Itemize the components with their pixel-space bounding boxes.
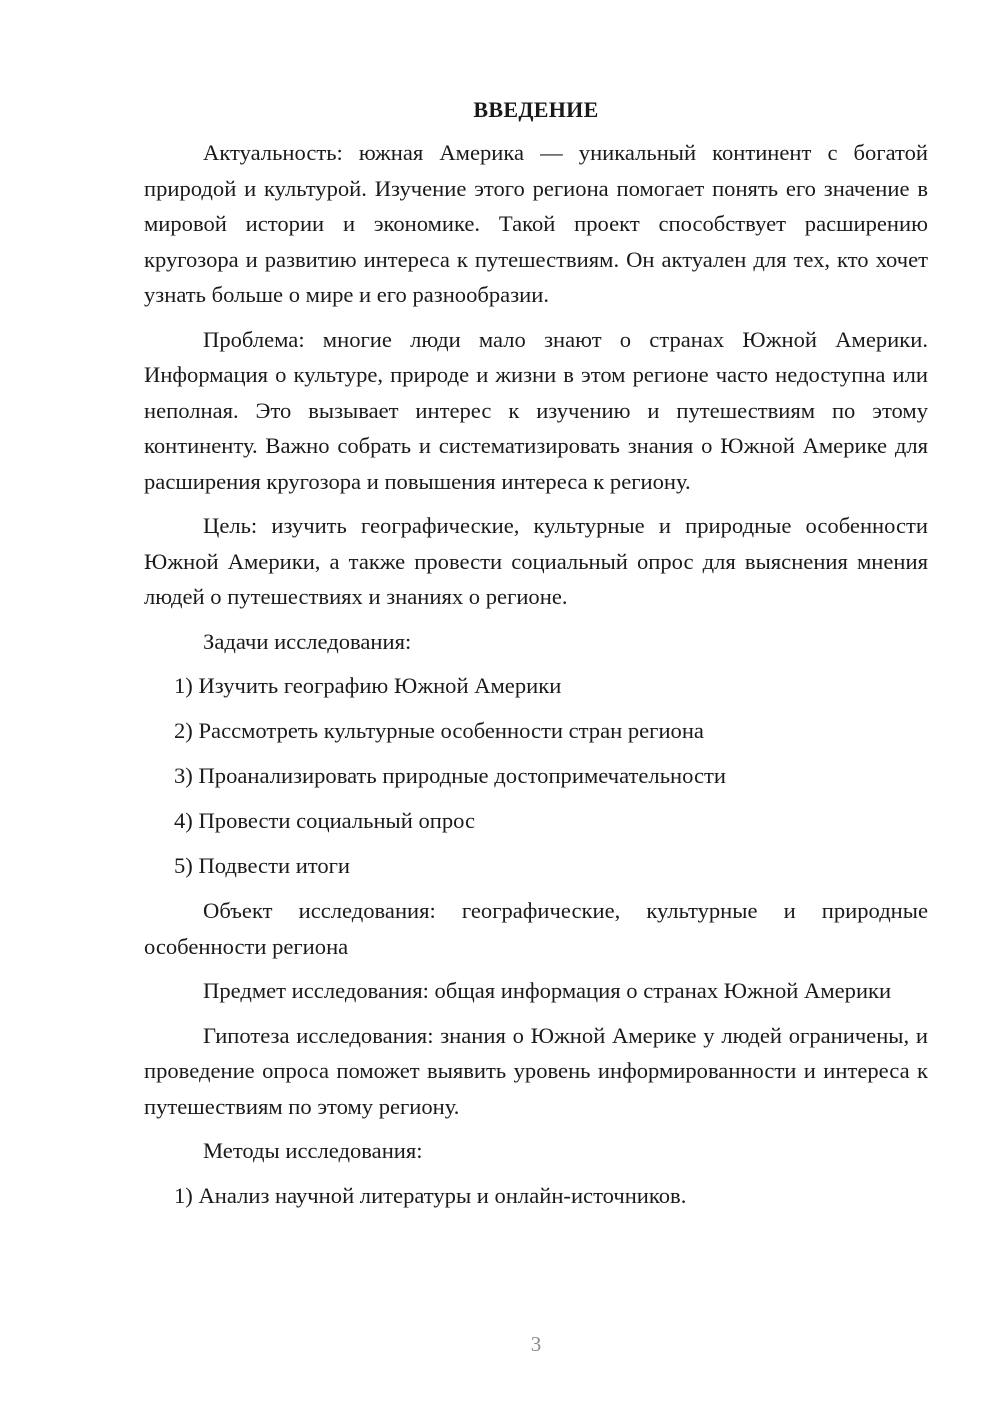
subject-paragraph: Предмет исследования: общая информация о странах Южной Америки (203, 978, 892, 1003)
tasks-list (144, 668, 928, 884)
hypothesis-paragraph: Гипотеза исследования: знания о Южной Америке у людей ограничены, и проведение опроса поможет выявить уровень информированности и интереса к путешествиям по этому региону. (144, 1022, 928, 1119)
relevance-paragraph: Актуальность: южная Америка — уникальный континент с богатой природой и культурой. Изучение этого региона помогает понять его значение в мировой истории и экономике. Такой проект способствует расширению кругозора и развитию интереса к путешествиям. Он актуален для тех, кто хочет узнать больше о мире и его разнообразии. (144, 140, 928, 307)
task-item: 5) Подвести итоги (174, 853, 351, 878)
page-number: 3 (530, 1332, 542, 1356)
problem-paragraph: Проблема: многие люди мало знают о странах Южной Америки. Информация о культуре, природе и жизни в этом регионе часто недоступна или неполная. Это вызывает интерес к изучению и путешествиям по этому континенту. Важно собрать и систематизировать знания о Южной Америке для расширения кругозора и повышения интереса к региону. (144, 326, 928, 494)
task-item: 3) Проанализировать природные достопримечательности (174, 763, 726, 788)
methods-list (144, 1178, 928, 1214)
task-item: 2) Рассмотреть культурные особенности стран региона (174, 718, 704, 743)
goal-paragraph: Цель: изучить географические, культурные и природные особенности Южной Америки, а также провести социальный опрос для выяснения мнения людей о путешествиях и знаниях о регионе. (144, 513, 928, 609)
object-paragraph: Объект исследования: географические, культурные и природные особенности региона (144, 898, 928, 959)
task-item: 4) Провести социальный опрос (174, 808, 476, 833)
tasks-heading: Задачи исследования: (203, 628, 412, 654)
method-item: 1) Анализ научной литературы и онлайн-источников. (174, 1182, 687, 1208)
task-item: 1) Изучить географию Южной Америки (174, 673, 562, 698)
document-page (144, 92, 928, 1223)
page-title: ВВЕДЕНИЕ (473, 97, 599, 122)
methods-heading: Методы исследования: (203, 1138, 423, 1163)
